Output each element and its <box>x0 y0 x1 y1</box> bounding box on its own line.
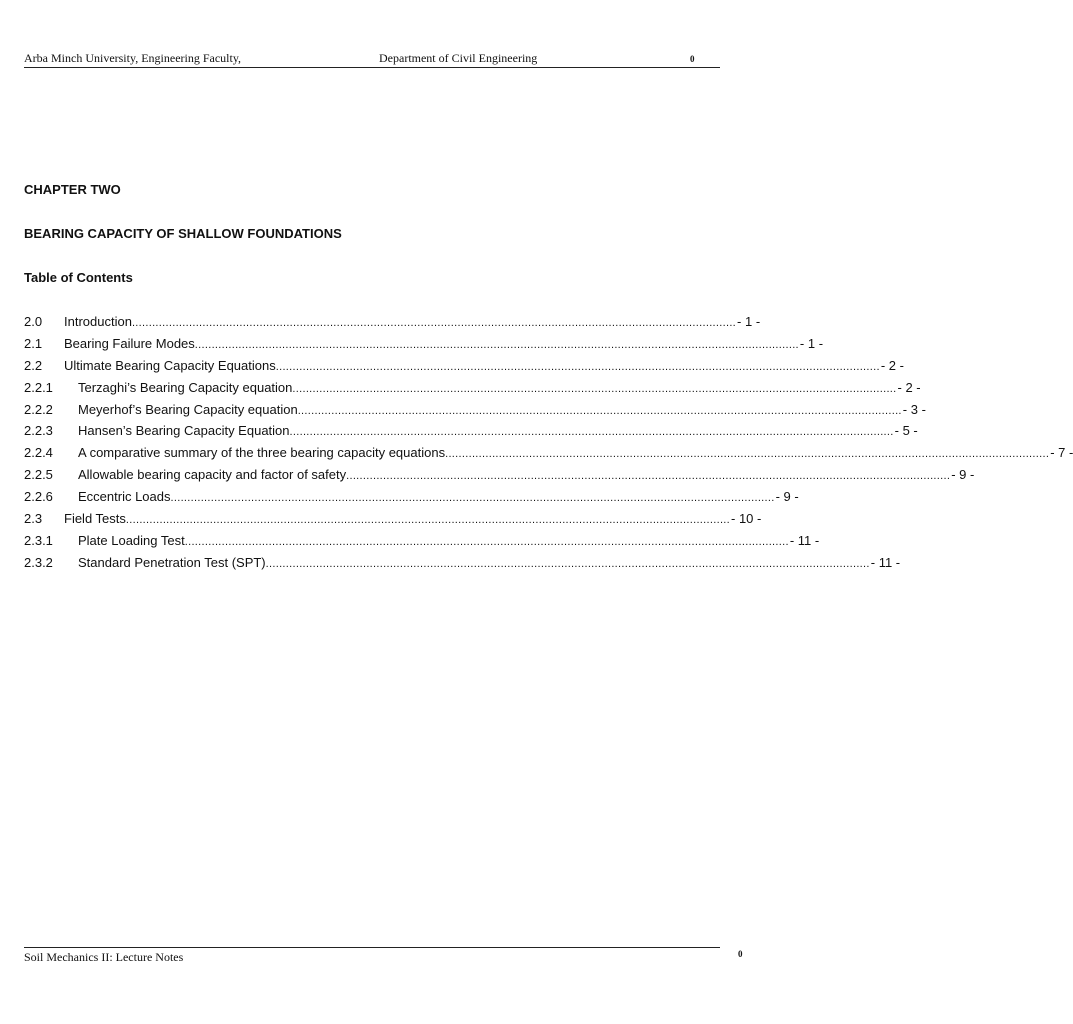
toc-entry-number: 2.2.2 <box>24 401 53 417</box>
toc-entry-line <box>64 357 904 376</box>
toc-entry-page: - 5 - <box>894 423 918 439</box>
toc-entry-title: A comparative summary of the three bearing capacity equations <box>78 445 446 461</box>
header-page-number: 0 <box>690 54 695 64</box>
toc-dot-leader: .................................................................................................................................................................................... <box>170 492 775 505</box>
toc-dot-leader: .................................................................................................................................................................................... <box>265 557 870 570</box>
toc-entry-line <box>64 510 762 529</box>
toc-dot-leader: .................................................................................................................................................................................... <box>289 426 894 439</box>
toc-entry-line <box>78 401 926 420</box>
chapter-heading: CHAPTER TWO <box>24 182 121 197</box>
toc-dot-leader: .................................................................................................................................................................................... <box>346 470 951 483</box>
toc-entry-number: 2.2.5 <box>24 467 53 483</box>
toc-entry[interactable] <box>24 357 904 379</box>
toc-entry[interactable] <box>24 532 820 554</box>
toc-entry[interactable] <box>24 313 761 335</box>
toc-entry-line <box>78 379 921 398</box>
toc-entry-title: Meyerhof’s Bearing Capacity equation <box>78 401 298 417</box>
toc-dot-leader: .................................................................................................................................................................................... <box>184 535 789 548</box>
toc-entry-line <box>78 488 799 507</box>
toc-entry-page: - 9 - <box>951 467 975 483</box>
toc-dot-leader: .................................................................................................................................................................................... <box>292 382 897 395</box>
footer-page-number: 0 <box>738 949 743 959</box>
toc-entry-page: - 7 - <box>1050 445 1073 461</box>
toc-entry-title: Terzaghi’s Bearing Capacity equation <box>78 379 293 395</box>
toc-entry-number: 2.3.2 <box>24 554 53 570</box>
toc-heading: Table of Contents <box>24 270 133 285</box>
chapter-title: BEARING CAPACITY OF SHALLOW FOUNDATIONS <box>24 226 342 241</box>
footer-course-title: Soil Mechanics II: Lecture Notes <box>24 950 184 964</box>
toc-entry-title: Bearing Failure Modes <box>64 335 195 351</box>
toc-entry-page: - 2 - <box>880 357 904 373</box>
toc-entry-page: - 11 - <box>870 554 901 570</box>
toc-entry-title: Field Tests <box>64 511 126 527</box>
toc-entry-page: - 9 - <box>775 489 799 505</box>
toc-entry-line <box>78 466 975 485</box>
toc-entry-title: Eccentric Loads <box>78 489 171 505</box>
toc-dot-leader: .................................................................................................................................................................................... <box>125 514 731 527</box>
page-footer <box>24 947 743 964</box>
toc-entry-title: Introduction <box>64 314 132 329</box>
toc-entry-title: Ultimate Bearing Capacity Equations <box>64 357 276 373</box>
toc-entry-number: 2.2.4 <box>24 445 53 461</box>
toc-entry[interactable] <box>24 401 926 423</box>
toc-entry[interactable] <box>24 422 918 444</box>
toc-entry-title: Hansen’s Bearing Capacity Equation <box>78 423 290 439</box>
toc-entry-page: - 2 - <box>897 379 921 395</box>
toc-entry-number: 2.3.1 <box>24 532 53 548</box>
toc-entry-line <box>78 532 820 551</box>
toc-entry-line <box>78 422 918 441</box>
toc-entry-number: 2.3 <box>24 511 43 527</box>
toc-entry[interactable] <box>24 488 799 510</box>
toc-dot-leader: .................................................................................................................................................................................... <box>275 360 880 373</box>
toc-dot-leader: .................................................................................................................................................................................... <box>194 338 799 351</box>
toc-entry-line <box>78 444 1073 463</box>
toc-dot-leader: .................................................................................................................................................................................... <box>131 317 737 329</box>
toc-entry[interactable] <box>24 379 921 401</box>
toc-dot-leader: .................................................................................................................................................................................... <box>445 448 1050 461</box>
toc-entry-line <box>78 554 901 573</box>
toc-entry-number: 2.2.6 <box>24 489 53 505</box>
toc-entry-number: 2.2.3 <box>24 423 53 439</box>
toc-entry-number: 2.2.1 <box>24 379 53 395</box>
toc-entry[interactable] <box>24 466 975 488</box>
toc-entry-line <box>64 335 824 354</box>
toc-entry[interactable] <box>24 510 762 532</box>
page-header <box>24 50 720 68</box>
table-of-contents <box>24 313 1073 576</box>
toc-entry-page: - 1 - <box>737 314 761 329</box>
toc-entry-page: - 11 - <box>789 532 820 548</box>
toc-entry-title: Plate Loading Test <box>78 532 185 548</box>
toc-entry[interactable] <box>24 554 901 576</box>
toc-entry-number: 2.0 <box>24 314 43 329</box>
toc-entry-page: - 3 - <box>902 401 926 417</box>
header-university: Arba Minch University, Engineering Faculty, <box>24 51 242 65</box>
toc-entry-title: Standard Penetration Test (SPT) <box>78 554 266 570</box>
header-department: Department of Civil Engineering <box>379 51 538 65</box>
toc-entry-line <box>64 313 761 332</box>
toc-entry[interactable] <box>24 335 824 357</box>
toc-entry-page: - 1 - <box>799 335 824 351</box>
toc-entry-title: Allowable bearing capacity and factor of safety <box>78 467 347 483</box>
toc-entry-number: 2.1 <box>24 335 43 351</box>
toc-dot-leader: .................................................................................................................................................................................... <box>297 404 902 417</box>
toc-entry-number: 2.2 <box>24 357 43 373</box>
toc-entry-page: - 10 - <box>731 511 762 527</box>
toc-entry[interactable] <box>24 444 1073 466</box>
